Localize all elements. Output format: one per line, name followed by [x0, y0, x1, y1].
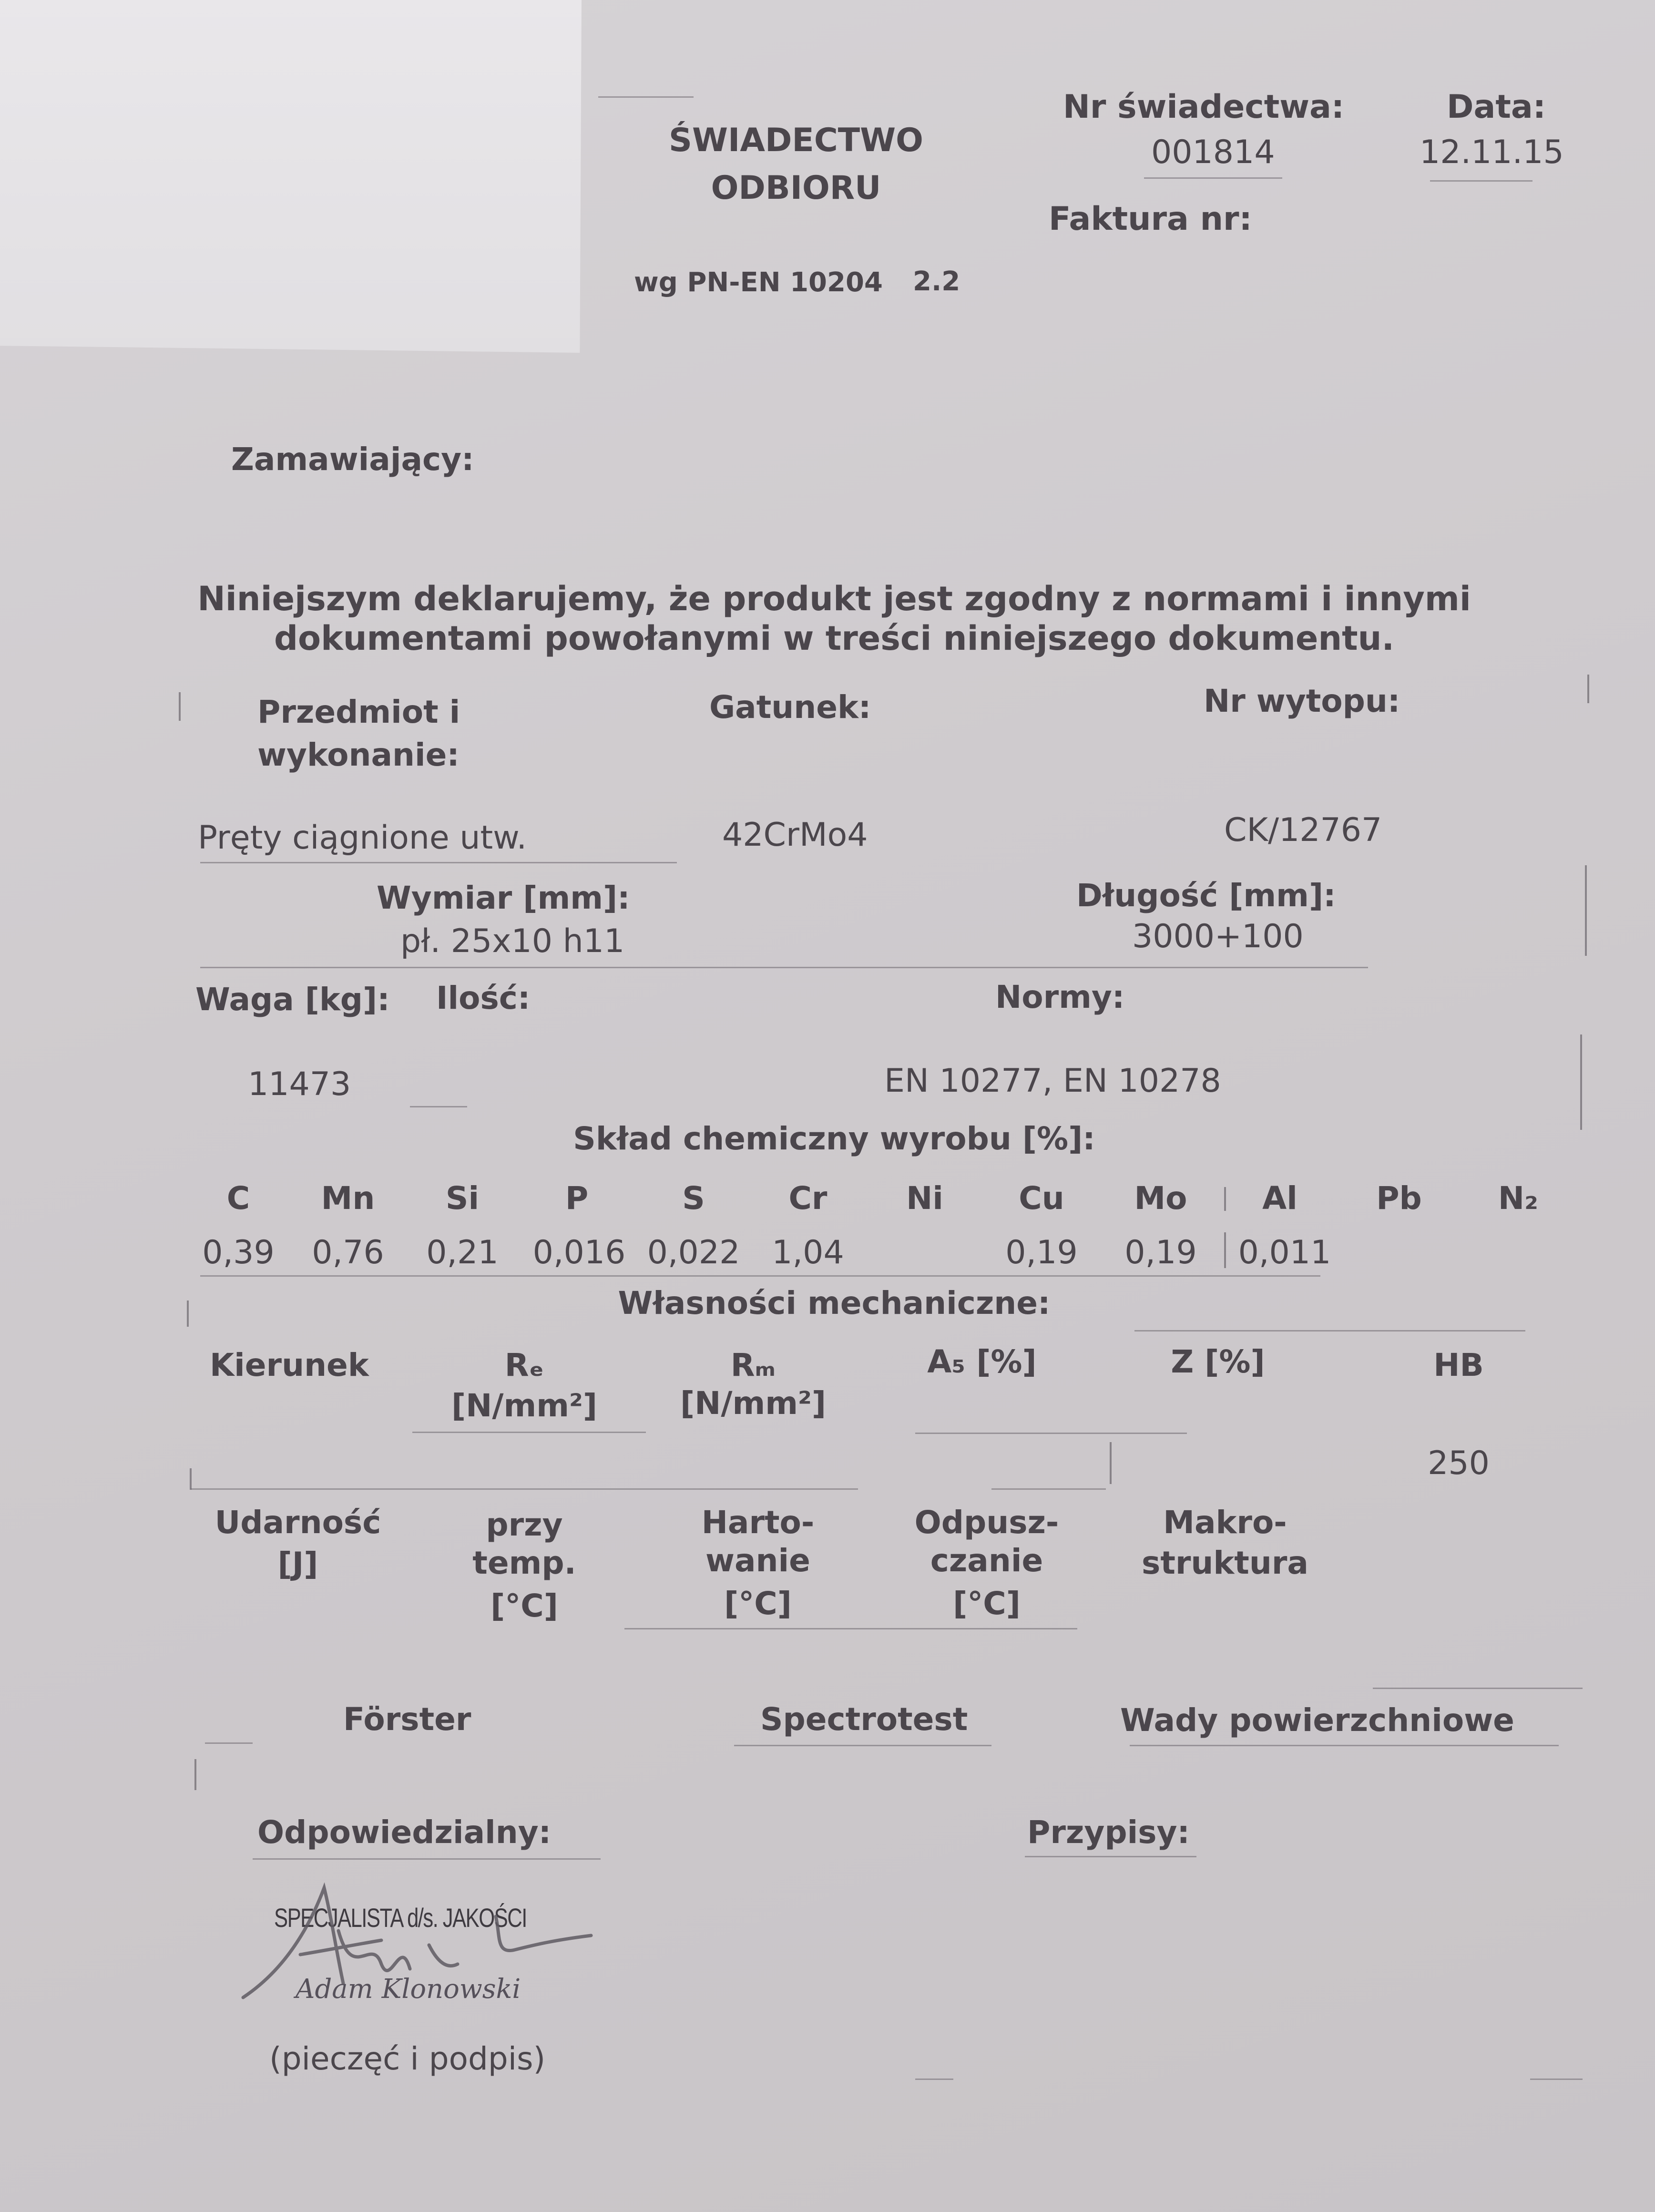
chemistry-title: Skład chemiczny wyrobu [%]:: [573, 1120, 1095, 1157]
table-border: [1587, 675, 1589, 703]
z-label: Z [%]: [1171, 1343, 1265, 1380]
title-line2: ODBIORU: [711, 169, 881, 207]
element-value-mo: 0,19: [1124, 1234, 1197, 1271]
grade-label: Gatunek:: [709, 689, 871, 726]
rule: [200, 1275, 1320, 1277]
element-symbol-al: Al: [1262, 1180, 1297, 1217]
length-value: 3000+100: [1132, 918, 1304, 955]
spectrotest-label: Spectrotest: [760, 1701, 968, 1738]
table-border: [194, 1759, 196, 1790]
rule: [412, 1432, 646, 1433]
temp-label-line3: [°C]: [490, 1587, 558, 1624]
table-border: [1224, 1187, 1226, 1211]
macrostructure-label-line2: struktura: [1142, 1545, 1308, 1581]
element-value-p: 0,016: [532, 1234, 626, 1271]
element-symbol-si: Si: [445, 1180, 480, 1217]
element-symbol-s: S: [682, 1180, 705, 1217]
rule: [410, 1106, 467, 1107]
element-symbol-c: C: [226, 1180, 250, 1217]
grade-value: 42CrMo4: [722, 816, 868, 854]
element-value-mn: 0,76: [312, 1234, 384, 1271]
element-symbol-mo: Mo: [1134, 1180, 1187, 1217]
element-symbol-mn: Mn: [321, 1180, 375, 1217]
stamp-name: Adam Klonowski: [296, 1974, 521, 2005]
rule: [253, 1858, 601, 1860]
rule: [915, 1433, 1187, 1434]
mechanical-title: Własności mechaniczne:: [618, 1285, 1051, 1321]
table-border: [179, 692, 181, 721]
rm-unit: [N/mm²]: [680, 1385, 827, 1422]
cert-number-label: Nr świadectwa:: [1063, 88, 1345, 126]
element-symbol-n2: N₂: [1498, 1180, 1539, 1217]
hardening-label-line3: [°C]: [724, 1585, 792, 1622]
handwritten-signature: [229, 1874, 610, 2017]
norms-label: Normy:: [995, 979, 1125, 1015]
element-value-al: 0,011: [1238, 1234, 1331, 1271]
customer-label: Zamawiający:: [231, 441, 474, 478]
re-label: Rₑ: [504, 1347, 544, 1383]
declaration-line2: dokumentami powołanymi w treści niniejszego dokumentu.: [274, 619, 1395, 658]
rule: [734, 1745, 991, 1746]
standard-type: 2.2: [913, 266, 960, 297]
rule: [1373, 1688, 1583, 1689]
responsible-label: Odpowiedzialny:: [257, 1814, 552, 1851]
rule: [205, 1742, 253, 1744]
element-symbol-p: P: [565, 1180, 589, 1217]
element-symbol-cr: Cr: [788, 1180, 828, 1217]
rule: [191, 1488, 858, 1490]
tempering-label-line2: czanie: [930, 1542, 1043, 1579]
temp-label-line2: temp.: [472, 1545, 576, 1581]
title-line1: ŚWIADECTWO: [669, 122, 923, 159]
element-value-s: 0,022: [647, 1234, 740, 1271]
hardening-label-line2: wanie: [705, 1542, 810, 1579]
rule: [200, 967, 1368, 968]
rule: [598, 96, 694, 98]
rule: [915, 2079, 953, 2080]
length-label: Długość [mm]:: [1076, 877, 1336, 914]
element-symbol-pb: Pb: [1376, 1180, 1422, 1217]
declaration-line1: Niniejszym deklarujemy, że produkt jest zgodny z normami i innymi: [197, 579, 1471, 618]
element-value-cu: 0,19: [1005, 1234, 1078, 1271]
hardening-label-line1: Harto-: [701, 1504, 815, 1541]
hb-label: HB: [1433, 1347, 1484, 1383]
hb-value: 250: [1428, 1444, 1490, 1482]
dimension-value: pł. 25x10 h11: [400, 922, 625, 960]
table-border: [1110, 1442, 1112, 1484]
standard-label: wg PN-EN 10204: [634, 267, 883, 298]
element-value-c: 0,39: [202, 1234, 275, 1271]
table-border: [187, 1301, 189, 1327]
temp-label-line1: przy: [486, 1506, 563, 1543]
rule: [624, 1628, 1077, 1629]
element-value-si: 0,21: [426, 1234, 499, 1271]
rule: [1144, 177, 1282, 179]
table-border: [1580, 1034, 1582, 1130]
rule: [200, 862, 677, 863]
cert-number-value: 001814: [1151, 133, 1275, 171]
element-symbol-cu: Cu: [1019, 1180, 1064, 1217]
date-value: 12.11.15: [1420, 133, 1564, 171]
forster-label: Förster: [343, 1701, 471, 1738]
rule: [1134, 1330, 1525, 1331]
subject-label-line1: Przedmiot i: [257, 694, 460, 730]
tempering-label-line1: Odpusz-: [914, 1504, 1059, 1541]
rule: [1430, 180, 1532, 182]
impact-label-line1: Udarność: [215, 1504, 381, 1541]
rm-label: Rₘ: [730, 1347, 776, 1383]
norms-value: EN 10277, EN 10278: [884, 1062, 1221, 1100]
dimension-label: Wymiar [mm]:: [377, 880, 630, 916]
rule: [1025, 1856, 1196, 1857]
element-value-cr: 1,04: [772, 1234, 844, 1271]
notes-label: Przypisy:: [1027, 1814, 1190, 1851]
tempering-label-line3: [°C]: [953, 1585, 1021, 1622]
re-unit: [N/mm²]: [451, 1387, 598, 1424]
invoice-label: Faktura nr:: [1049, 200, 1252, 238]
impact-label-line2: [J]: [277, 1546, 318, 1582]
table-border: [1585, 865, 1587, 956]
element-symbol-ni: Ni: [906, 1180, 943, 1217]
stamp-title: SPECJALISTA d/s. JAKOŚCI: [274, 1903, 527, 1933]
date-label: Data:: [1447, 88, 1546, 126]
table-border: [190, 1468, 192, 1490]
quantity-label: Ilość:: [436, 980, 531, 1016]
weight-label: Waga [kg]:: [195, 981, 390, 1018]
subject-label-line2: wykonanie:: [257, 737, 460, 773]
heat-label: Nr wytopu:: [1204, 683, 1400, 719]
subject-value: Pręty ciągnione utw.: [198, 819, 527, 857]
table-border: [1224, 1232, 1226, 1268]
weight-value: 11473: [248, 1065, 351, 1103]
rule: [1530, 2079, 1583, 2080]
rule: [991, 1488, 1106, 1490]
rule: [1130, 1745, 1559, 1746]
a5-label: A₅ [%]: [927, 1343, 1037, 1380]
heat-value: CK/12767: [1224, 811, 1382, 849]
seal-signature-note: (pieczęć i podpis): [269, 2040, 546, 2077]
direction-label: Kierunek: [210, 1347, 369, 1383]
overlapping-paper-sheet: [0, 0, 582, 353]
surface-defects-label: Wady powierzchniowe: [1120, 1702, 1514, 1739]
macrostructure-label-line1: Makro-: [1163, 1504, 1287, 1541]
